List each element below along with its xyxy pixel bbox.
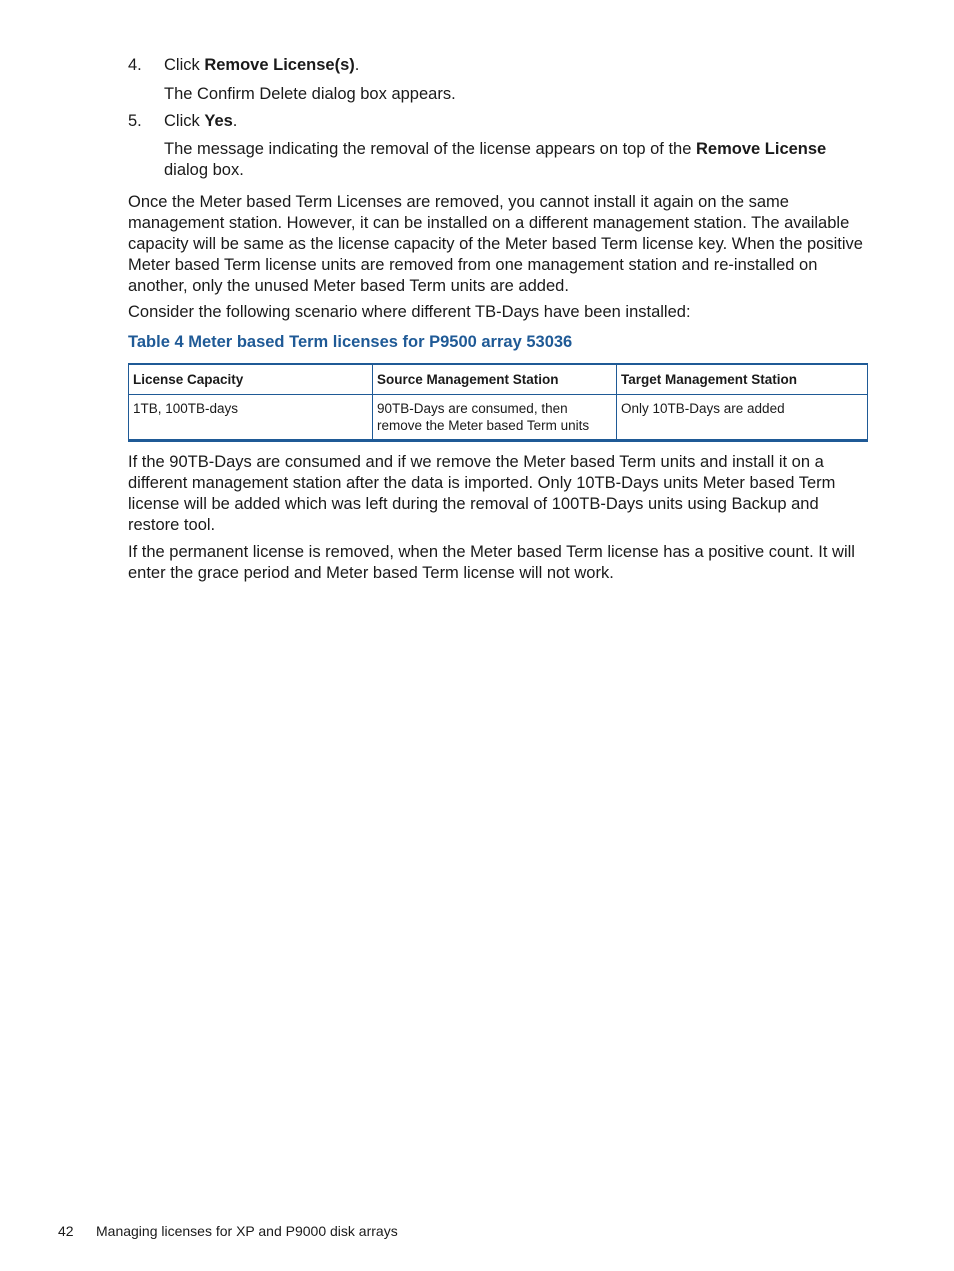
step-text-prefix: Click — [164, 56, 205, 74]
table-row — [129, 395, 868, 441]
paragraph-removal-info: Once the Meter based Term Licenses are removed, you cannot install it again on the same management station. However, it can be installed on a different management station. The available capacity will be same as the license capacity of the Meter based Term license key. When the positive Meter based Term license units are removed from one management station and re-installed on another, only the unused Meter based Term units are added. — [128, 193, 863, 295]
note-text-prefix: The message indicating the removal of the license appears on top of the — [164, 140, 696, 158]
step-4-note: The Confirm Delete dialog box appears. — [164, 85, 456, 103]
paragraph-scenario-intro: Consider the following scenario where different TB-Days have been installed: — [128, 303, 691, 321]
license-table — [128, 363, 868, 442]
step-number: 4. — [128, 56, 142, 74]
table-caption: Table 4 Meter based Term licenses for P9500 array 53036 — [128, 333, 573, 351]
step-text-suffix: . — [354, 56, 360, 74]
header-source-station: Source Management Station — [373, 364, 617, 395]
cell-target-station: Only 10TB-Days are added — [617, 395, 868, 441]
step-ui-term: Remove License(s) — [204, 56, 355, 74]
step-5-note — [164, 139, 864, 181]
step-5 — [128, 111, 237, 132]
note-ui-term: Remove License — [696, 140, 827, 158]
cell-license-capacity: 1TB, 100TB-days — [129, 395, 373, 441]
note-text-suffix: dialog box. — [164, 161, 244, 179]
header-license-capacity: License Capacity — [129, 364, 373, 395]
step-text-suffix: . — [232, 112, 238, 130]
paragraph-permanent-license: If the permanent license is removed, when the Meter based Term license has a positive count. It will enter the grace period and Meter based Term license will not work. — [128, 543, 855, 582]
step-4 — [128, 55, 359, 76]
footer-title: Managing licenses for XP and P9000 disk arrays — [96, 1223, 398, 1239]
header-target-station: Target Management Station — [617, 364, 868, 395]
table-header-row — [129, 364, 868, 395]
page-number: 42 — [58, 1223, 74, 1239]
step-ui-term: Yes — [204, 112, 233, 130]
step-number: 5. — [128, 112, 142, 130]
page-footer — [58, 1223, 398, 1239]
step-text-prefix: Click — [164, 112, 205, 130]
paragraph-consumed-scenario: If the 90TB-Days are consumed and if we remove the Meter based Term units and install it on a different management station after the data is imported. Only 10TB-Days units Meter based Term license will be added which was left during the removal of 100TB-Days units using Backup and restore tool. — [128, 453, 836, 534]
cell-source-station: 90TB-Days are consumed, then remove the Meter based Term units — [373, 395, 617, 441]
